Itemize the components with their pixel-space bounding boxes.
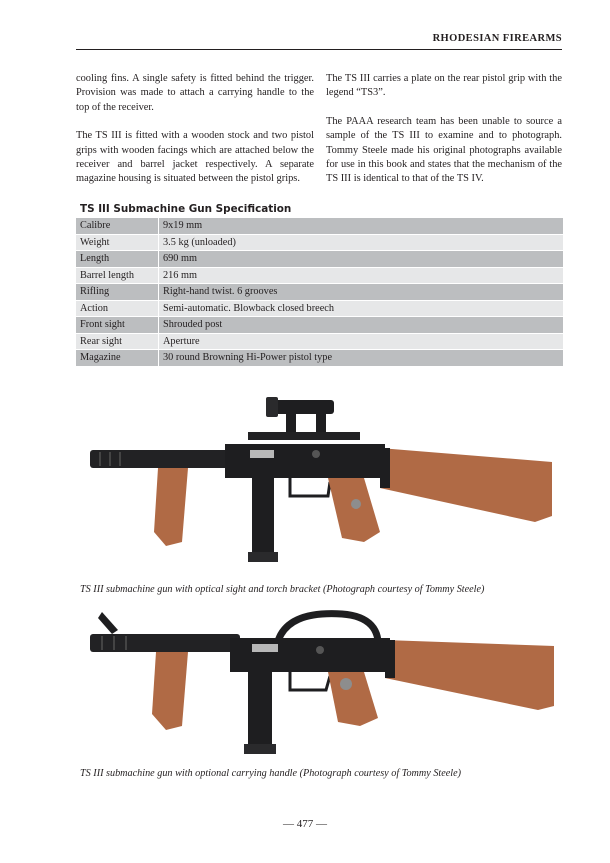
- photo-ts3-optical-sight: [80, 392, 565, 564]
- trigger-guard: [290, 478, 330, 496]
- receiver: [225, 444, 385, 478]
- spec-label: Rifling: [76, 284, 159, 301]
- wooden-stock: [380, 448, 552, 522]
- spec-label: Rear sight: [76, 333, 159, 350]
- sight-mount: [286, 414, 296, 432]
- spec-label: Front sight: [76, 317, 159, 334]
- spec-table-title: TS III Submachine Gun Specification: [80, 203, 292, 215]
- spec-label: Magazine: [76, 350, 159, 367]
- table-row: [76, 218, 563, 234]
- spec-value: 690 mm: [159, 251, 564, 268]
- body-column-left: [76, 72, 314, 201]
- spec-table: [76, 218, 563, 367]
- magazine-baseplate: [248, 552, 278, 562]
- receiver-plate: [250, 450, 274, 458]
- front-pistol-grip: [154, 468, 188, 546]
- magazine-baseplate: [244, 744, 276, 754]
- front-pistol-grip: [152, 652, 188, 730]
- body-column-right: [326, 72, 562, 201]
- table-row: [76, 300, 563, 317]
- table-row: [76, 251, 563, 268]
- spec-label: Barrel length: [76, 267, 159, 284]
- front-sight: [98, 612, 118, 634]
- spec-value: Shrouded post: [159, 317, 564, 334]
- table-row: [76, 333, 563, 350]
- barrel-jacket: [90, 634, 240, 652]
- spec-value: 3.5 kg (unloaded): [159, 234, 564, 251]
- receiver-plate: [252, 644, 278, 652]
- ts3-plate: [351, 499, 361, 509]
- stock-mount: [380, 448, 390, 488]
- spec-label: Calibre: [76, 218, 159, 234]
- spec-value: 30 round Browning Hi-Power pistol type: [159, 350, 564, 367]
- paragraph: cooling fins. A single safety is fitted behind the trigger. Provision was made to attach a carrying handle to the top of the receiver.: [76, 73, 314, 113]
- torch-bracket: [248, 432, 360, 440]
- spec-label: Length: [76, 251, 159, 268]
- rear-pistol-grip: [328, 478, 380, 542]
- receiver: [230, 638, 390, 672]
- optical-sight: [272, 400, 334, 414]
- spec-value: Semi-automatic. Blowback closed breech: [159, 300, 564, 317]
- figure-caption: TS III submachine gun with optical sight and torch bracket (Photograph courtesy of Tommy Steele): [80, 584, 485, 595]
- paragraph: The TS III carries a plate on the rear pistol grip with the legend “TS3”.: [326, 73, 562, 99]
- trigger-guard: [290, 672, 330, 690]
- wooden-stock: [385, 640, 554, 710]
- spec-value: Aperture: [159, 333, 564, 350]
- paragraph: The PAAA research team has been unable to source a sample of the TS III to examine and to photograph. Tommy Steele made his original photographs available for use in this book and states that the mechanism of the TS III is identical to that of the TS IV.: [326, 115, 562, 185]
- stock-mount: [385, 640, 395, 678]
- photo-ts3-carrying-handle: [80, 610, 565, 758]
- magazine: [248, 672, 272, 752]
- spec-label: Action: [76, 300, 159, 317]
- sight-front-bell: [266, 397, 278, 417]
- table-row: [76, 317, 563, 334]
- spec-value: 9x19 mm: [159, 218, 564, 234]
- running-head: RHODESIAN FIREARMS: [432, 33, 562, 44]
- page-number: — 477 —: [283, 818, 327, 830]
- receiver-screw: [312, 450, 320, 458]
- table-row: [76, 350, 563, 367]
- magazine: [252, 478, 274, 560]
- header-rule: [76, 49, 562, 50]
- rear-pistol-grip: [328, 672, 378, 726]
- table-row: [76, 234, 563, 251]
- table-row: [76, 267, 563, 284]
- paragraph: The TS III is fitted with a wooden stock and two pistol grips with wooden facings which are attached below the receiver and barrel jacket respectively. A separate magazine housing is situated between the pistol grips.: [76, 130, 314, 185]
- table-row: [76, 284, 563, 301]
- spec-label: Weight: [76, 234, 159, 251]
- spec-value: Right-hand twist. 6 grooves: [159, 284, 564, 301]
- spec-value: 216 mm: [159, 267, 564, 284]
- ts3-plate: [340, 678, 352, 690]
- figure-caption: TS III submachine gun with optional carrying handle (Photograph courtesy of Tommy Steele): [80, 768, 462, 779]
- receiver-screw: [316, 646, 324, 654]
